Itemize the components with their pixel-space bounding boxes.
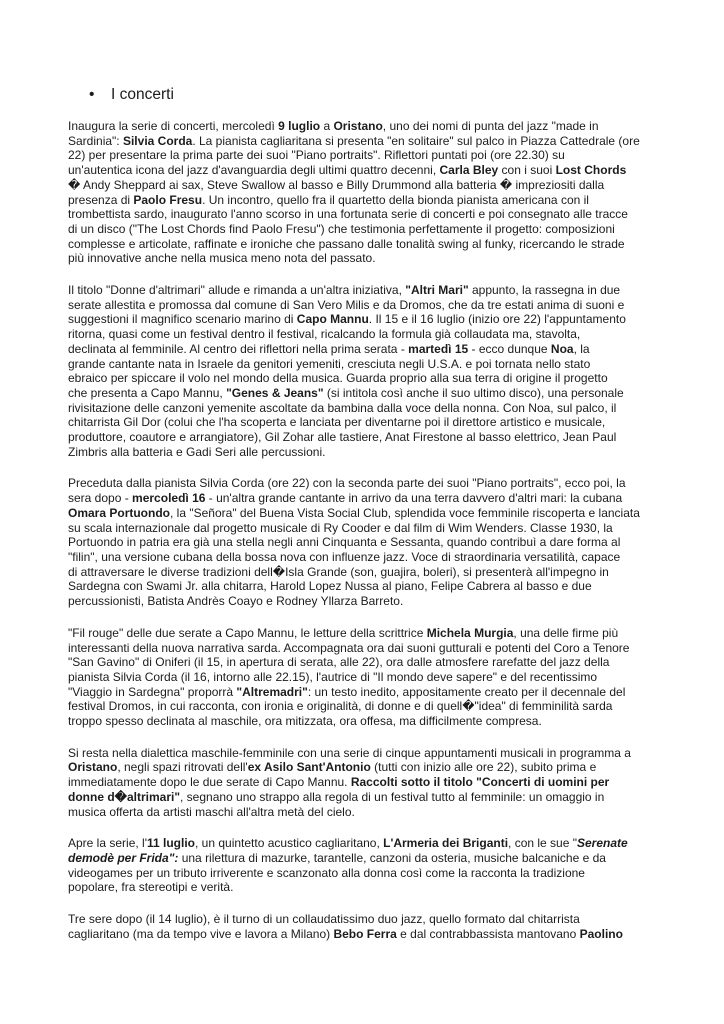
bold-text: Bebo Ferra: [333, 926, 397, 941]
text: - un'altra grande cantante in arrivo da una terra davvero d'altri mari: la cubana: [205, 491, 623, 506]
text-line: [68, 312, 668, 327]
text: presenza di: [68, 192, 134, 207]
text-line: [68, 594, 668, 609]
text-line: [68, 415, 668, 430]
text: più innovative anche nella musica meno nota del passato.: [68, 251, 376, 266]
text: - ecco dunque: [468, 341, 551, 356]
article-body: [68, 119, 668, 958]
text-line: [68, 163, 668, 178]
text: una rilettura di mazurke, tarantelle, canzoni da osteria, musiche balcaniche e da: [178, 850, 606, 865]
bold-text: Silvia Corda: [122, 133, 193, 148]
text-line: [68, 222, 668, 237]
text: pianista Silvia Corda (il 16, intorno alle 22.15), l'autrice di "Il mondo deve sapere" e del recentissimo: [68, 669, 598, 684]
text-line: [68, 386, 668, 401]
text: Il titolo "Donne d'altrimari" allude e rimanda a un'altra iniziativa,: [68, 283, 406, 298]
bold-text: 11 luglio: [147, 836, 196, 851]
text: Apre la serie, l': [68, 836, 147, 851]
text: musica offerta da artisti maschi all'altra metà del cielo.: [68, 804, 355, 819]
text: di attraversare le diverse tradizioni dell�Isla Grande (son, guajira, boleri), si presenterà all'impegno in: [68, 564, 609, 579]
bold-text: Carla Bley: [439, 163, 499, 178]
text: che presenta a Capo Mannu,: [68, 385, 227, 400]
text: ebraico per spiccare il volo nel mondo della musica. Guarda proprio alla sua terra di origine il progetto: [68, 371, 608, 386]
bold-text: Lost Chords: [555, 163, 627, 178]
text-line: [68, 476, 668, 491]
text: festival Dromos, in cui racconta, con ironia e originalità, di donne e di quell�"idea" di femminilità sarda: [68, 699, 613, 714]
bold-text: martedì 15: [408, 341, 469, 356]
text-line: [68, 670, 668, 685]
text-line: [68, 298, 668, 313]
bold-text: Omara Portuondo: [68, 505, 171, 520]
bold-text: L'Armeria dei Briganti: [383, 836, 509, 851]
list-bullet: •: [89, 86, 95, 103]
text-line: [68, 866, 668, 881]
text-line: [68, 880, 668, 895]
text: percussionisti, Batista Andrès Coayo e Rodney Yllarza Barreto.: [68, 594, 404, 609]
text-line: [68, 357, 668, 372]
text-line: [68, 641, 668, 656]
text-line: [68, 148, 668, 163]
text: (si intitola così anche il suo ultimo disco), una personale: [323, 385, 624, 400]
paragraph: [68, 119, 668, 266]
text: declinata al femminile. Al centro dei riflettori nella prima serata -: [68, 341, 409, 356]
text: "Fil rouge" delle due serate a Capo Mannu, le letture della scrittrice: [68, 625, 427, 640]
bold-italic-text: demodè per Frida":: [68, 850, 179, 865]
text-line: [68, 851, 668, 866]
text-line: [68, 506, 668, 521]
text: , la "Señora" del Buena Vista Social Club, splendida voce femminile riscoperta e lanciata: [170, 505, 640, 520]
text: serate allestita e promossa dal comune di San Vero Milis e da Dromos, che da tre estati anima di suoni e: [68, 297, 625, 312]
text-line: [68, 237, 668, 252]
bold-text: 9 luglio: [278, 119, 321, 133]
text-line: [68, 521, 668, 536]
text: immediatamente dopo le due serate di Capo Mannu.: [68, 775, 351, 790]
text: videogames per un tributo irriverente e scanzonato alla donna così come la racconta la tradizione: [68, 865, 585, 880]
text: Inaugura la serie di concerti, mercoledì: [68, 119, 279, 133]
text: rivisitazione delle canzoni yemenite ascoltate da bambina dalla voce della nonna. Con Noa, sul palco, il: [68, 400, 617, 415]
bold-text: ex Asilo Sant'Antonio: [247, 760, 371, 775]
text: appunto, la rassegna in due: [468, 283, 621, 298]
text: a: [320, 119, 334, 133]
text-line: [68, 342, 668, 357]
text: chitarrista Gil Dor (colui che l'ha scoperta e lanciata per diventarne poi il direttore artistico e musicale,: [68, 415, 606, 430]
text-line: [68, 655, 668, 670]
text-line: [68, 775, 668, 790]
text-line: [68, 714, 668, 729]
text: Zimbris alla batteria e Gadi Seri alle percussioni.: [68, 444, 326, 459]
text: . Il 15 e il 16 luglio (inizio ore 22) l'appuntamento: [368, 312, 626, 327]
text-line: [68, 565, 668, 580]
text: sera dopo -: [68, 491, 133, 506]
text-line: [68, 430, 668, 445]
bold-text: Capo Mannu: [296, 312, 369, 327]
text: Sardinia":: [68, 133, 123, 148]
text-line: [68, 746, 668, 761]
bold-text: Oristano: [333, 119, 383, 133]
text-line: [68, 550, 668, 565]
text-line: [68, 805, 668, 820]
text: produttore, coautore e arrangiatore), Gil Zohar alle tastiere, Anat Firestone al basso elettrico, Jean Paul: [68, 430, 617, 445]
text-line: [68, 491, 668, 506]
bold-italic-text: Serenate: [577, 836, 628, 851]
text: . La pianista cagliaritana si presenta "en solitaire" sul palco in Piazza Cattedrale (ore: [192, 133, 640, 148]
text-line: [68, 283, 668, 298]
bold-text: mercoledì 16: [132, 491, 206, 506]
text: ritorna, quasi come un festival dentro il festival, ricalcando la formula già collaudata ma, stavolta,: [68, 327, 581, 342]
text-line: [68, 790, 668, 805]
text-line: [68, 912, 668, 927]
text-line: [68, 685, 668, 700]
text-line: [68, 579, 668, 594]
text: Preceduta dalla pianista Silvia Corda (ore 22) con la seconda parte dei suoi "Piano portraits", ecco poi, la: [68, 476, 626, 491]
text: 22) per presentare la prima parte dei suoi "Piano portraits". Riflettori puntati poi (ore 22.30) su: [68, 148, 565, 163]
text-line: [68, 371, 668, 386]
text: (tutti con inizio alle ore 22), subito prima e: [370, 760, 597, 775]
paragraph: [68, 836, 668, 895]
bold-text: Raccolti sotto il titolo "Concerti di uomini per: [350, 775, 610, 790]
text: interessanti della nuova narrativa sarda. Accompagnata ora dai suoni gutturali e potenti del Coro a Tenore: [68, 640, 630, 655]
text-line: [68, 207, 668, 222]
paragraph: [68, 626, 668, 729]
bold-text: donne d�altrimari": [68, 789, 181, 804]
text: trombettista sardo, inaugurato l'anno scorso in una fortunata serie di concerti e poi consegnato alle tracce: [68, 207, 628, 222]
text: troppo spesso declinata al maschile, ora mitizzata, ora offesa, ma difficilmente compresa.: [68, 714, 542, 729]
text: un'autentica icona del jazz d'avanguardia degli ultimi quattro decenni,: [68, 163, 440, 178]
text: Sardegna con Swami Jr. alla chitarra, Harold Lopez Nussa al piano, Felipe Cabrera al basso e due: [68, 579, 592, 594]
text-line: [68, 626, 668, 641]
bold-text: Michela Murgia: [426, 625, 514, 640]
text: , negli spazi ritrovati dell': [117, 760, 248, 775]
text: . Un incontro, quello fra il quartetto della bionda pianista americana con il: [202, 192, 589, 207]
text: e dal contrabbassista mantovano: [396, 926, 580, 941]
text-line: [68, 401, 668, 416]
text: , con le sue ": [508, 836, 577, 851]
text: cagliaritano (ma da tempo vive e lavora a Milano): [68, 926, 334, 941]
paragraph: [68, 912, 668, 941]
text: su scala internazionale dal progetto musicale di Ry Cooder e dal film di Wim Wenders. Classe 1930, la: [68, 520, 613, 535]
bold-text: Noa: [550, 341, 574, 356]
paragraph: [68, 746, 668, 820]
text: popolare, fra stereotipi e verità.: [68, 880, 234, 895]
text-line: [68, 927, 668, 942]
text: , un quintetto acustico cagliaritano,: [195, 836, 384, 851]
text: "San Gavino" di Oniferi (il 15, in apertura di serata, alle 22), ora dalle atmosfere rarefatte del jazz della: [68, 655, 610, 670]
bold-text: Paolo Fresu: [133, 192, 203, 207]
text-line: [68, 327, 668, 342]
text: : un testo inedito, appositamente creato per il decennale del: [307, 684, 626, 699]
text-line: [68, 134, 668, 149]
text: "Viaggio in Sardegna" proporrà: [68, 684, 237, 699]
paragraph: [68, 283, 668, 459]
text-line: [68, 760, 668, 775]
bold-text: "Altremadri": [236, 684, 308, 699]
text: Si resta nella dialettica maschile-femminile con una serie di cinque appuntamenti musicali in programma a: [68, 745, 631, 760]
text-line: [68, 445, 668, 460]
text-line: [68, 535, 668, 550]
text: Portuondo in patria era già una stella negli anni Cinquanta e Sessanta, quando contribuì a dare forma al: [68, 535, 621, 550]
text: , la: [573, 341, 590, 356]
text-line: [68, 251, 668, 266]
section-heading: [89, 85, 174, 104]
text: , segnano uno strappo alla regola di un festival tutto al femminile: un omaggio in: [180, 789, 605, 804]
text-line: [68, 178, 668, 193]
section-title: I concerti: [111, 86, 174, 103]
text: Tre sere dopo (il 14 luglio), è il turno di un collaudatissimo duo jazz, quello formato dal chitarrista: [68, 912, 580, 927]
bold-text: "Altri Mari": [405, 283, 469, 298]
text: � Andy Sheppard ai sax, Steve Swallow al basso e Billy Drummond alla batteria � impreziositi dalla: [68, 177, 605, 192]
text: di un disco ("The Lost Chords find Paolo Fresu") che testimonia perfettamente il progetto: composizioni: [68, 221, 615, 236]
text: complesse e articolate, raffinate e ironiche che passano dalle tonalità swing al funky, ricercando le strade: [68, 236, 625, 251]
text-line: [68, 119, 668, 134]
bold-text: Oristano: [68, 760, 118, 775]
text: con i suoi: [498, 163, 556, 178]
text: suggestioni il magnifico scenario marino di: [68, 312, 297, 327]
text: , una delle firme più: [513, 625, 619, 640]
text-line: [68, 193, 668, 208]
bold-text: Paolino: [579, 926, 623, 941]
text: "filin", una versione cubana della bossa nova con influenze jazz. Voce di straordinaria versatilità, capace: [68, 549, 621, 564]
text-line: [68, 699, 668, 714]
text: grande cantante nata in Israele da genitori yemeniti, cresciuta negli U.S.A. e poi tornata nello stato: [68, 356, 591, 371]
text: , uno dei nomi di punta del jazz "made in: [382, 119, 599, 133]
paragraph: [68, 476, 668, 608]
bold-text: "Genes & Jeans": [226, 385, 324, 400]
text-line: [68, 836, 668, 851]
